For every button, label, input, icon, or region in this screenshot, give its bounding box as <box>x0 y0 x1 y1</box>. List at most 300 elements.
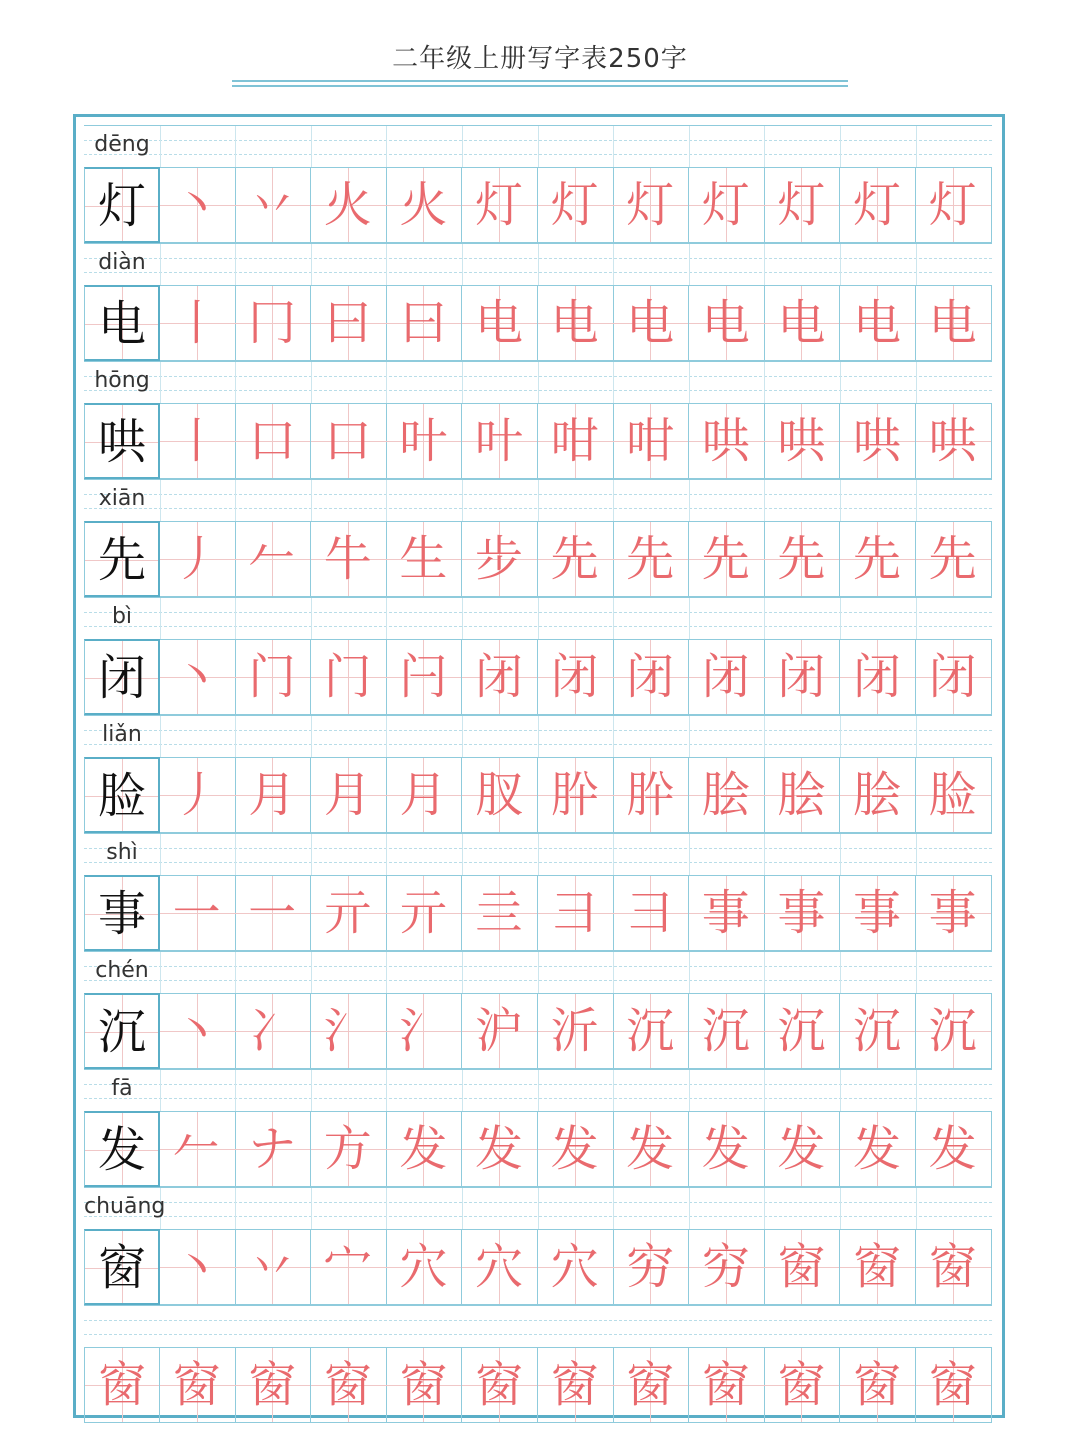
final-practice-row <box>84 1305 992 1433</box>
trace-char-cell-char: 窗 <box>626 1357 675 1413</box>
stroke-step-cell-char: 肸 <box>550 767 599 823</box>
stroke-step-cell <box>764 167 840 243</box>
pinyin-band <box>84 597 992 639</box>
pinyin-divider <box>235 1188 236 1230</box>
model-char-cell-char: 先 <box>97 532 146 588</box>
trace-char-cell <box>160 1347 236 1423</box>
pinyin-divider <box>689 1188 690 1230</box>
stroke-step-cell-char: 沪 <box>474 1003 523 1059</box>
trace-char-cell <box>235 1347 311 1423</box>
trace-char-cell-char: 窗 <box>852 1357 901 1413</box>
model-char-cell-char: 窗 <box>97 1240 146 1296</box>
model-char-cell <box>84 285 160 361</box>
pinyin-divider <box>386 716 387 758</box>
stroke-step-cell <box>916 521 992 597</box>
pinyin-divider <box>916 126 917 168</box>
stroke-step-cell <box>538 875 614 951</box>
pinyin-divider <box>840 716 841 758</box>
stroke-step-cell <box>235 875 311 951</box>
stroke-step-cell-char: 灯 <box>550 177 599 233</box>
stroke-step-cell-char: 火 <box>399 177 448 233</box>
model-char-cell <box>84 521 160 597</box>
stroke-step-cell <box>235 993 311 1069</box>
stroke-step-cell <box>311 1229 387 1305</box>
stroke-step-cell-char: 彐 <box>550 885 599 941</box>
stroke-step-cell <box>764 403 840 479</box>
pinyin-divider <box>613 834 614 876</box>
stroke-step-cell-char: 牛 <box>323 531 372 587</box>
pinyin-divider <box>538 598 539 640</box>
pinyin-band <box>84 243 992 285</box>
pinyin-divider <box>235 834 236 876</box>
stroke-step-cell-char: 丶 <box>172 1003 221 1059</box>
stroke-step-cell <box>462 993 538 1069</box>
stroke-step-cell-char: 叶 <box>474 413 523 469</box>
pinyin-label: bì <box>111 604 133 629</box>
stroke-step-cell <box>538 639 614 715</box>
stroke-step-cell <box>689 285 765 361</box>
stroke-step-cell <box>916 757 992 833</box>
stroke-step-cell <box>689 167 765 243</box>
stroke-step-cell-char: 沉 <box>928 1003 977 1059</box>
stroke-step-cell <box>916 167 992 243</box>
pinyin-divider <box>235 244 236 286</box>
stroke-step-cell-char: 丶 <box>172 177 221 233</box>
stroke-step-cell-char: 步 <box>474 531 523 587</box>
pinyin-guide-line <box>84 1334 992 1335</box>
stroke-step-cell-char: 电 <box>777 295 826 351</box>
stroke-step-cell-char: 沂 <box>550 1003 599 1059</box>
stroke-step-cell-char: 彐 <box>626 885 675 941</box>
stroke-step-cell <box>462 521 538 597</box>
stroke-step-cell-char: 窗 <box>928 1239 977 1295</box>
pinyin-divider <box>840 480 841 522</box>
stroke-step-cell <box>764 639 840 715</box>
stroke-step-cell <box>764 521 840 597</box>
pinyin-divider <box>613 1070 614 1112</box>
pinyin-label: diàn <box>98 250 146 275</box>
pinyin-divider <box>386 126 387 168</box>
pinyin-divider <box>538 716 539 758</box>
stroke-step-cell <box>235 167 311 243</box>
pinyin-divider <box>764 126 765 168</box>
stroke-step-cell <box>311 285 387 361</box>
pinyin-divider <box>840 834 841 876</box>
stroke-step-cell-char: 灯 <box>474 177 523 233</box>
stroke-step-cell-char: 𠂉 <box>172 1121 221 1177</box>
stroke-step-cell-char: 脍 <box>701 767 750 823</box>
model-char-cell-char: 发 <box>97 1122 146 1178</box>
stroke-step-cell <box>764 757 840 833</box>
stroke-step-cell-char: 丨 <box>172 413 221 469</box>
stroke-step-cell-char: 月 <box>323 767 372 823</box>
pinyin-divider <box>462 1070 463 1112</box>
model-char-cell <box>84 167 160 243</box>
pinyin-divider <box>689 834 690 876</box>
stroke-step-cell <box>311 993 387 1069</box>
stroke-step-cell <box>840 1229 916 1305</box>
stroke-step-cell <box>916 1111 992 1187</box>
stroke-step-cell-char: 先 <box>701 531 750 587</box>
stroke-step-cell <box>538 993 614 1069</box>
pinyin-band <box>84 715 992 757</box>
stroke-step-cell-char: 丨 <box>172 295 221 351</box>
pinyin-divider <box>764 1070 765 1112</box>
stroke-step-cell-char: 脍 <box>777 767 826 823</box>
stroke-step-cell <box>386 521 462 597</box>
trace-char-cell <box>462 1347 538 1423</box>
stroke-step-cell <box>386 1111 462 1187</box>
stroke-step-cell-char: 窗 <box>777 1239 826 1295</box>
stroke-step-cell <box>613 993 689 1069</box>
pinyin-divider <box>764 598 765 640</box>
stroke-step-cell <box>840 993 916 1069</box>
trace-char-cell-char: 窗 <box>474 1357 523 1413</box>
trace-char-cell-char: 窗 <box>777 1357 826 1413</box>
stroke-step-cell-char: 穷 <box>701 1239 750 1295</box>
stroke-step-cell <box>386 993 462 1069</box>
pinyin-divider <box>311 716 312 758</box>
stroke-step-cell-char: 哄 <box>928 413 977 469</box>
stroke-step-cell-char: 发 <box>399 1121 448 1177</box>
stroke-step-cell <box>538 1229 614 1305</box>
char-row <box>84 1187 992 1305</box>
pinyin-band <box>84 125 992 167</box>
stroke-step-cell-char: 哄 <box>701 413 750 469</box>
pinyin-divider <box>538 1188 539 1230</box>
stroke-step-cell <box>764 875 840 951</box>
stroke-step-cell <box>160 167 236 243</box>
stroke-step-cell-char: 先 <box>852 531 901 587</box>
stroke-step-cell <box>386 875 462 951</box>
trace-char-cell <box>916 1347 992 1423</box>
stroke-step-cell-char: 丿 <box>172 767 221 823</box>
stroke-step-cell <box>764 1111 840 1187</box>
stroke-step-cell-char: 氵 <box>323 1003 372 1059</box>
pinyin-label: shì <box>106 840 138 865</box>
pinyin-divider <box>311 362 312 404</box>
stroke-step-cell-char: 脸 <box>928 767 977 823</box>
pinyin-divider <box>235 716 236 758</box>
stroke-step-cell-char: 门 <box>323 649 372 705</box>
stroke-step-cell-char: 冫 <box>248 1003 297 1059</box>
model-char-cell <box>84 757 160 833</box>
pinyin-band <box>84 833 992 875</box>
trace-char-cell <box>386 1347 462 1423</box>
pinyin-divider <box>311 834 312 876</box>
stroke-step-cell <box>613 403 689 479</box>
stroke-step-cell-char: 灯 <box>626 177 675 233</box>
pinyin-divider <box>311 126 312 168</box>
stroke-step-cell-char: 曰 <box>399 295 448 351</box>
pinyin-divider <box>916 362 917 404</box>
stroke-step-cell <box>538 403 614 479</box>
stroke-step-cell <box>311 757 387 833</box>
model-char-cell-char: 哄 <box>97 414 146 470</box>
pinyin-divider <box>613 480 614 522</box>
stroke-step-cell <box>916 875 992 951</box>
stroke-step-cell <box>916 993 992 1069</box>
char-row <box>84 243 992 361</box>
stroke-step-cell <box>462 285 538 361</box>
stroke-step-cell <box>538 285 614 361</box>
stroke-step-cell-char: 电 <box>852 295 901 351</box>
pinyin-divider <box>538 834 539 876</box>
stroke-step-cell-char: 月 <box>248 767 297 823</box>
stroke-step-cell-char: 丿 <box>172 531 221 587</box>
pinyin-divider <box>840 126 841 168</box>
pinyin-divider <box>764 952 765 994</box>
pinyin-label: dēng <box>94 132 150 157</box>
stroke-step-cell-char: 脍 <box>852 767 901 823</box>
stroke-step-cell-char: 丶 <box>172 1239 221 1295</box>
stroke-step-cell-char: 闭 <box>474 649 523 705</box>
stroke-step-cell-char: 穷 <box>626 1239 675 1295</box>
stroke-step-cell-char: 沉 <box>626 1003 675 1059</box>
stroke-step-cell <box>386 403 462 479</box>
model-char-cell <box>84 875 160 951</box>
pinyin-label: hōng <box>94 368 150 393</box>
stroke-step-cell-char: 穴 <box>474 1239 523 1295</box>
stroke-step-cell-char: 口 <box>248 413 297 469</box>
pinyin-divider <box>462 598 463 640</box>
stroke-step-cell-char: 发 <box>474 1121 523 1177</box>
stroke-step-cell <box>840 403 916 479</box>
stroke-step-cell <box>689 1229 765 1305</box>
pinyin-divider <box>689 1070 690 1112</box>
stroke-step-cell <box>462 1111 538 1187</box>
pinyin-divider <box>386 244 387 286</box>
pinyin-divider <box>538 362 539 404</box>
stroke-step-cell <box>689 757 765 833</box>
stroke-step-cell-char: 哄 <box>852 413 901 469</box>
pinyin-divider <box>613 126 614 168</box>
pinyin-divider <box>311 244 312 286</box>
stroke-step-cell <box>386 167 462 243</box>
stroke-step-cell-char: 𠂉 <box>248 531 297 587</box>
stroke-step-cell <box>386 757 462 833</box>
stroke-step-cell <box>311 403 387 479</box>
stroke-step-cell <box>613 875 689 951</box>
stroke-step-cell-char: 闭 <box>550 649 599 705</box>
stroke-step-cell-char: 电 <box>626 295 675 351</box>
trace-char-cell-char: 窗 <box>248 1357 297 1413</box>
stroke-step-cell <box>311 639 387 715</box>
trace-char-cell-char: 窗 <box>399 1357 448 1413</box>
pinyin-band <box>84 1305 992 1347</box>
pinyin-divider <box>311 480 312 522</box>
stroke-step-cell <box>462 167 538 243</box>
stroke-step-cell <box>689 1111 765 1187</box>
stroke-step-cell <box>613 285 689 361</box>
stroke-step-cell-char: 发 <box>701 1121 750 1177</box>
stroke-step-cell <box>311 875 387 951</box>
stroke-step-cell-char: 灯 <box>701 177 750 233</box>
stroke-step-cell-char: 发 <box>852 1121 901 1177</box>
pinyin-divider <box>462 716 463 758</box>
pinyin-divider <box>235 480 236 522</box>
trace-char-cell <box>311 1347 387 1423</box>
stroke-step-cell-char: ナ <box>248 1121 297 1177</box>
stroke-step-cell <box>916 285 992 361</box>
stroke-step-cell-char: 闭 <box>852 649 901 705</box>
pinyin-divider <box>916 1070 917 1112</box>
pinyin-divider <box>764 244 765 286</box>
pinyin-divider <box>386 952 387 994</box>
pinyin-divider <box>613 362 614 404</box>
page-title: 二年级上册写字表250字 <box>392 44 688 74</box>
stroke-step-cell-char: 灯 <box>777 177 826 233</box>
trace-char-cell <box>840 1347 916 1423</box>
stroke-step-cell <box>613 167 689 243</box>
writing-grid-sheet <box>73 114 1005 1418</box>
char-row <box>84 597 992 715</box>
pinyin-divider <box>311 1070 312 1112</box>
stroke-step-cell-char: 火 <box>323 177 372 233</box>
title-underline-top <box>232 80 848 82</box>
stroke-step-cell <box>235 521 311 597</box>
pinyin-divider <box>840 1070 841 1112</box>
stroke-step-cell <box>916 403 992 479</box>
char-row <box>84 951 992 1069</box>
stroke-step-cell <box>840 521 916 597</box>
pinyin-divider <box>764 362 765 404</box>
pinyin-divider <box>386 1070 387 1112</box>
pinyin-label: chén <box>95 958 149 983</box>
stroke-step-cell-char: 生 <box>399 531 448 587</box>
model-char-cell-char: 灯 <box>97 178 146 234</box>
stroke-step-cell <box>538 757 614 833</box>
stroke-step-cell-char: 闭 <box>701 649 750 705</box>
pinyin-divider <box>916 1188 917 1230</box>
pinyin-divider <box>916 480 917 522</box>
pinyin-divider <box>311 598 312 640</box>
trace-char-cell-char: 窗 <box>701 1357 750 1413</box>
stroke-step-cell <box>916 1229 992 1305</box>
stroke-step-cell <box>840 285 916 361</box>
trace-char-cell <box>613 1347 689 1423</box>
char-row <box>84 361 992 479</box>
pinyin-divider <box>235 1070 236 1112</box>
stroke-step-cell-char: 丷 <box>248 177 297 233</box>
pinyin-divider <box>462 362 463 404</box>
model-char-cell <box>84 1111 160 1187</box>
pinyin-divider <box>386 1188 387 1230</box>
pinyin-label: xiān <box>98 486 146 511</box>
stroke-step-cell <box>613 757 689 833</box>
stroke-step-cell <box>311 1111 387 1187</box>
pinyin-divider <box>916 834 917 876</box>
model-char-cell <box>84 639 160 715</box>
stroke-step-cell-char: 口 <box>323 413 372 469</box>
stroke-step-cell-char: 先 <box>550 531 599 587</box>
trace-char-cell-char: 窗 <box>172 1357 221 1413</box>
pinyin-divider <box>462 952 463 994</box>
stroke-step-cell-char: 月 <box>399 767 448 823</box>
stroke-step-cell <box>538 521 614 597</box>
stroke-step-cell-char: 肞 <box>474 767 523 823</box>
stroke-step-cell-char: 窗 <box>852 1239 901 1295</box>
stroke-step-cell-char: 一 <box>248 885 297 941</box>
trace-char-cell <box>689 1347 765 1423</box>
pinyin-divider <box>916 244 917 286</box>
pinyin-label: liǎn <box>102 722 142 747</box>
stroke-step-cell-char: 先 <box>777 531 826 587</box>
stroke-step-cell-char: 亓 <box>399 885 448 941</box>
pinyin-band <box>84 1069 992 1111</box>
pinyin-guide-line <box>84 1320 992 1321</box>
stroke-step-cell <box>160 639 236 715</box>
stroke-step-cell <box>160 521 236 597</box>
pinyin-divider <box>386 362 387 404</box>
pinyin-divider <box>538 480 539 522</box>
stroke-step-cell <box>462 1229 538 1305</box>
stroke-step-cell <box>160 1229 236 1305</box>
pinyin-divider <box>613 598 614 640</box>
pinyin-divider <box>840 952 841 994</box>
pinyin-divider <box>840 1188 841 1230</box>
stroke-step-cell <box>235 285 311 361</box>
pinyin-divider <box>386 834 387 876</box>
pinyin-band <box>84 361 992 403</box>
stroke-step-cell <box>613 1229 689 1305</box>
pinyin-divider <box>916 598 917 640</box>
stroke-step-cell-char: 沉 <box>701 1003 750 1059</box>
pinyin-divider <box>916 716 917 758</box>
stroke-step-cell-char: 闭 <box>777 649 826 705</box>
stroke-step-cell-char: 肸 <box>626 767 675 823</box>
trace-char-cell-char: 窗 <box>928 1357 977 1413</box>
stroke-step-cell-char: 方 <box>323 1121 372 1177</box>
stroke-step-cell-char: 穴 <box>550 1239 599 1295</box>
pinyin-divider <box>235 598 236 640</box>
pinyin-divider <box>840 244 841 286</box>
stroke-step-cell-char: 亓 <box>323 885 372 941</box>
stroke-step-cell-char: 穴 <box>399 1239 448 1295</box>
model-char-cell-char: 闭 <box>97 650 146 706</box>
stroke-step-cell-char: 先 <box>626 531 675 587</box>
pinyin-divider <box>462 126 463 168</box>
pinyin-divider <box>538 1070 539 1112</box>
pinyin-divider <box>916 952 917 994</box>
stroke-step-cell-char: 哄 <box>777 413 826 469</box>
stroke-step-cell <box>386 639 462 715</box>
stroke-step-cell-char: 闩 <box>399 649 448 705</box>
pinyin-divider <box>462 480 463 522</box>
stroke-step-cell-char: 电 <box>550 295 599 351</box>
pinyin-divider <box>689 952 690 994</box>
stroke-step-cell <box>840 639 916 715</box>
stroke-step-cell <box>160 403 236 479</box>
pinyin-divider <box>462 244 463 286</box>
stroke-step-cell <box>386 285 462 361</box>
stroke-step-cell-char: 发 <box>928 1121 977 1177</box>
stroke-step-cell <box>235 1229 311 1305</box>
pinyin-divider <box>235 952 236 994</box>
stroke-step-cell <box>840 875 916 951</box>
stroke-step-cell <box>840 167 916 243</box>
stroke-step-cell-char: 丶 <box>172 649 221 705</box>
pinyin-divider <box>538 126 539 168</box>
stroke-step-cell <box>689 403 765 479</box>
pinyin-label: fā <box>111 1076 133 1101</box>
char-row <box>84 1069 992 1187</box>
pinyin-divider <box>538 952 539 994</box>
pinyin-divider <box>311 952 312 994</box>
stroke-step-cell-char: 沉 <box>777 1003 826 1059</box>
stroke-step-cell-char: 发 <box>626 1121 675 1177</box>
char-row <box>84 479 992 597</box>
